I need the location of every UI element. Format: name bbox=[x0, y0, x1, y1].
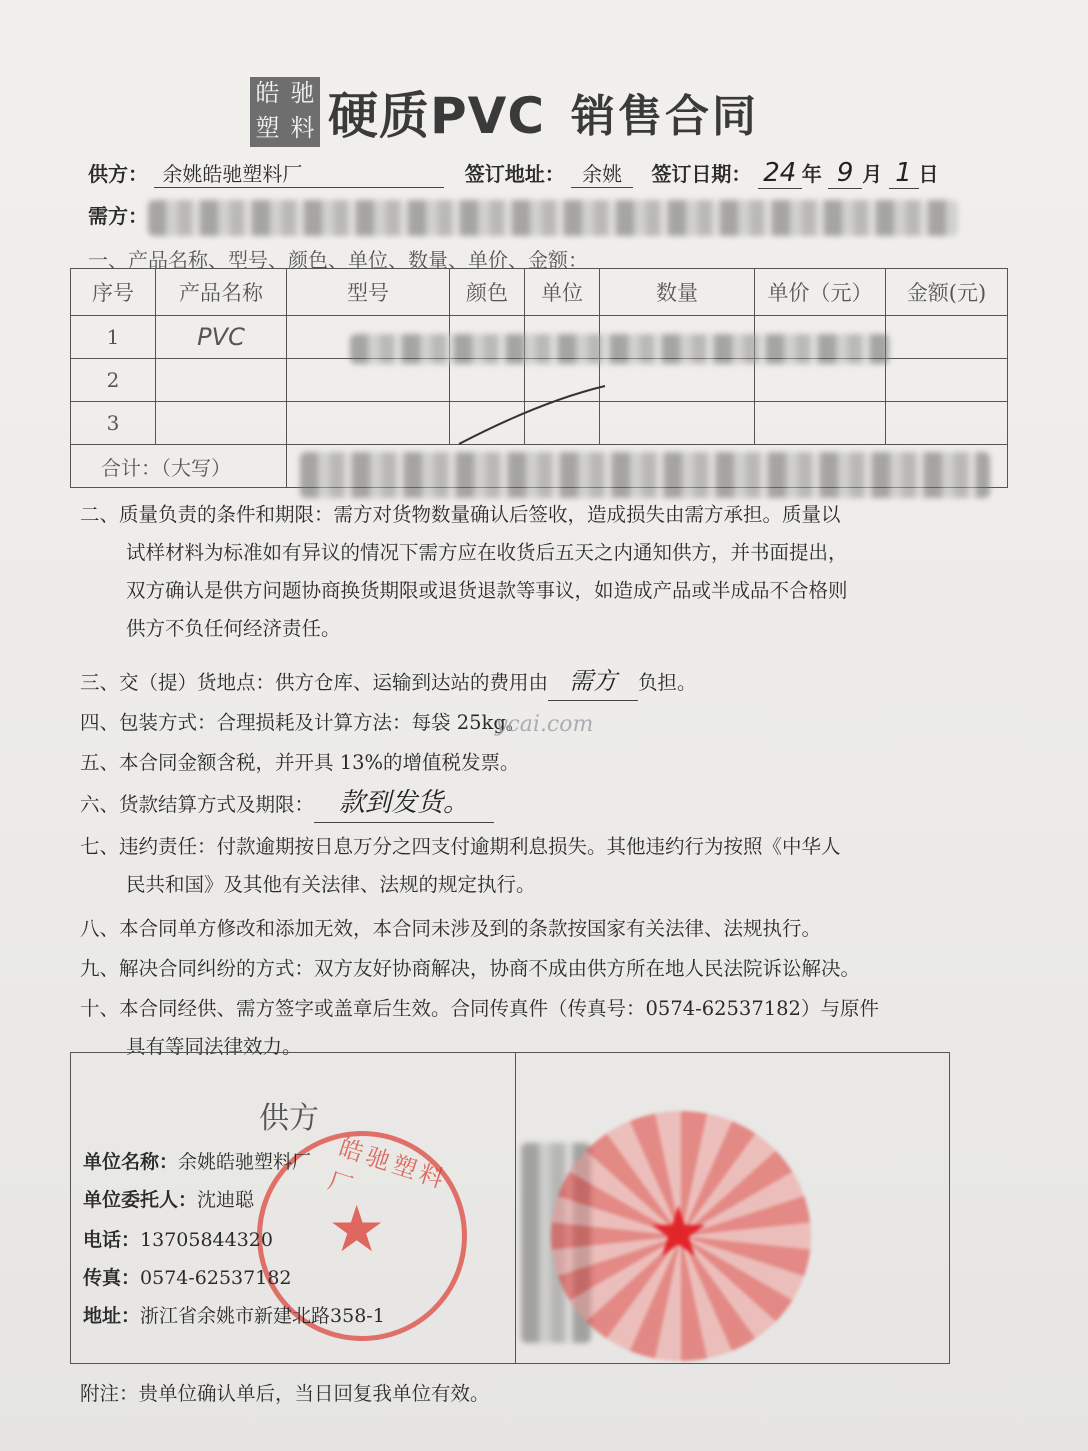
clause-line: 十、本合同经供、需方签字或盖章后生效。合同传真件（传真号：0574-62537182）与原件 bbox=[80, 997, 879, 1020]
logo-char: 料 bbox=[290, 114, 315, 142]
supplier-signature-panel bbox=[71, 1053, 516, 1363]
clause-4: 四、包装方式：合理损耗及计算方法：每袋 25kg。 bbox=[80, 711, 526, 734]
clause-line: 试样材料为标准如有异议的情况下需方应在收货后五天之内通知供方，并书面提出， bbox=[126, 541, 848, 564]
sig-label: 地址： bbox=[83, 1305, 141, 1327]
clause-3-pre: 三、交（提）货地点：供方仓库、运输到达站的费用由 bbox=[80, 671, 549, 694]
col-header: 序号 bbox=[71, 269, 156, 316]
cell bbox=[755, 402, 886, 445]
sig-value: 13705844320 bbox=[140, 1229, 273, 1251]
row-number: 2 bbox=[71, 359, 156, 402]
cell bbox=[886, 316, 1008, 359]
row-product-name bbox=[156, 402, 287, 445]
supplier-value: 余姚皓驰塑料厂 bbox=[154, 158, 444, 188]
row-product-name: PVC bbox=[156, 316, 287, 359]
sign-date-label: 签订日期： bbox=[651, 162, 752, 186]
clause-6 bbox=[80, 784, 980, 824]
buyer-redacted bbox=[148, 200, 958, 236]
sig-label: 单位名称： bbox=[83, 1151, 179, 1173]
cell bbox=[886, 359, 1008, 402]
buyer-label: 需方： bbox=[88, 204, 148, 228]
sig-label: 电话： bbox=[83, 1229, 141, 1251]
row-number: 1 bbox=[71, 316, 156, 359]
col-header: 产品名称 bbox=[156, 269, 287, 316]
sig-value: 浙江省余姚市新建北路358-1 bbox=[140, 1305, 385, 1327]
clause-8: 八、本合同单方修改和添加无效，本合同未涉及到的条款按国家有关法律、法规执行。 bbox=[80, 917, 822, 940]
col-header: 颜色 bbox=[450, 269, 525, 316]
title-main: 硬质PVC bbox=[328, 87, 546, 145]
sig-label: 传真： bbox=[83, 1267, 141, 1289]
sig-value: 0574-62537182 bbox=[140, 1267, 292, 1289]
col-header: 金额(元) bbox=[886, 269, 1008, 316]
section1-title: 一、产品名称、型号、颜色、单位、数量、单价、金额： bbox=[88, 248, 588, 272]
row-product-name bbox=[156, 359, 287, 402]
company-logo bbox=[250, 77, 320, 147]
col-header: 数量 bbox=[600, 269, 755, 316]
logo-char: 驰 bbox=[290, 79, 315, 107]
sig-value: 余姚皓驰塑料厂 bbox=[178, 1151, 312, 1173]
clause-line: 双方确认是供方问题协商换货期限或退货退款等事议，如造成产品或半成品不合格则 bbox=[126, 579, 848, 602]
clause-5: 五、本合同金额含税，并开具 13%的增值税发票。 bbox=[80, 751, 520, 774]
row1-redacted bbox=[350, 334, 890, 364]
day-unit: 日 bbox=[918, 162, 939, 186]
year-unit: 年 bbox=[801, 162, 822, 186]
sig-row-fax bbox=[83, 1263, 292, 1290]
logo-char: 皓 bbox=[255, 79, 280, 107]
cell bbox=[287, 359, 450, 402]
clause-2 bbox=[80, 496, 980, 648]
logo-char: 塑 bbox=[255, 114, 280, 142]
clause-3-handwritten: 需方 bbox=[548, 662, 638, 701]
sig-row-phone bbox=[83, 1225, 273, 1252]
date-month: 9 bbox=[828, 158, 862, 189]
total-redacted bbox=[300, 452, 990, 498]
cell bbox=[600, 359, 755, 402]
buyer-line bbox=[88, 200, 148, 229]
buyer-seal-star-icon: ★ bbox=[647, 1191, 710, 1273]
footer-note: 附注：贵单位确认单后，当日回复我单位有效。 bbox=[80, 1382, 490, 1405]
col-header: 单位 bbox=[525, 269, 600, 316]
col-header: 单价（元） bbox=[755, 269, 886, 316]
seal-text: 皓驰塑料厂 bbox=[324, 1133, 451, 1202]
sig-row-company bbox=[83, 1147, 311, 1174]
clause-7 bbox=[80, 828, 980, 904]
title-sub: 销售合同 bbox=[571, 91, 760, 142]
cell bbox=[600, 402, 755, 445]
clause-9: 九、解决合同纠纷的方式：双方友好协商解决，协商不成由供方所在地人民法院诉讼解决。 bbox=[80, 957, 861, 980]
buyer-seal-redacted bbox=[551, 1111, 811, 1361]
date-day: 1 bbox=[889, 158, 919, 189]
clause-3 bbox=[80, 662, 980, 702]
clause-line: 七、违约责任：付款逾期按日息万分之四支付逾期利息损失。其他违约行为按照《中华人 bbox=[80, 835, 841, 858]
row-number: 3 bbox=[71, 402, 156, 445]
month-unit: 月 bbox=[862, 162, 883, 186]
signature-title: 供方 bbox=[259, 1101, 319, 1136]
clause-line: 供方不负任何经济责任。 bbox=[126, 617, 341, 640]
cell bbox=[755, 359, 886, 402]
total-label: 合计：（大写） bbox=[71, 445, 287, 488]
supplier-line bbox=[88, 158, 939, 189]
clause-line: 二、质量负责的条件和期限：需方对货物数量确认后签收，造成损失由需方承担。质量以 bbox=[80, 503, 841, 526]
table-header-row bbox=[71, 269, 1008, 316]
signature-box bbox=[70, 1052, 950, 1364]
watermark: ycai.com bbox=[495, 712, 594, 737]
cell bbox=[287, 402, 450, 445]
cell bbox=[886, 402, 1008, 445]
sig-label: 单位委托人： bbox=[83, 1189, 198, 1211]
date-year: 24 bbox=[758, 158, 802, 189]
supplier-label: 供方： bbox=[88, 162, 148, 186]
seal-star-icon: ★ bbox=[328, 1193, 386, 1267]
sign-place-value: 余姚 bbox=[571, 158, 633, 188]
clause-line: 具有等同法律效力。 bbox=[126, 1035, 302, 1058]
clause-line: 民共和国》及其他有关法律、法规的规定执行。 bbox=[126, 873, 536, 896]
sig-value: 沈迪聪 bbox=[197, 1189, 255, 1211]
col-header: 型号 bbox=[287, 269, 450, 316]
sign-place-label: 签订地址： bbox=[464, 162, 565, 186]
clause-3-post: 负担。 bbox=[638, 671, 697, 694]
sig-row-agent bbox=[83, 1185, 254, 1212]
clause-6-pre: 六、货款结算方式及期限： bbox=[80, 793, 315, 816]
clause-6-handwritten: 款到发货。 bbox=[314, 784, 494, 823]
contract-header bbox=[250, 72, 759, 152]
strike-line bbox=[455, 380, 615, 450]
sig-row-address bbox=[83, 1301, 385, 1328]
